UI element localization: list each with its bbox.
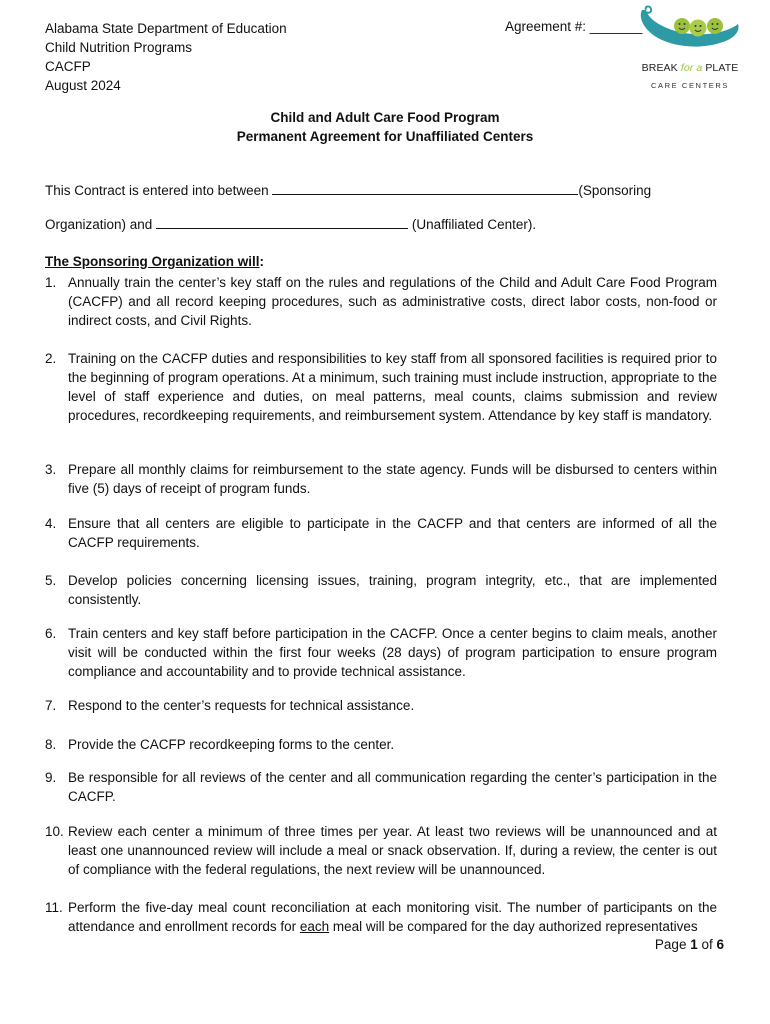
item-text: Train centers and key staff before participation in the CACFP. Once a center begins to claim meals, another visit will be conducted within the first four weeks (28 days) of program participation to ensure program compliance and accountability and to provide technical assistance. — [68, 626, 717, 679]
page-total: 6 — [716, 937, 724, 952]
header-line-department: Alabama State Department of Education — [45, 21, 287, 36]
list-item — [45, 822, 717, 879]
header-line-cacfp: CACFP — [45, 59, 91, 74]
item-text: Review each center a minimum of three times per year. At least two reviews will be unannounced and at least one unannounced review will include a meal or snack observation. If, during a review, the center is out of compliance with the federal regulations, the next review will be unannounced. — [68, 824, 717, 877]
logo-wordmark — [636, 62, 744, 74]
item-text: Respond to the center’s requests for technical assistance. — [68, 698, 415, 713]
document-title: Child and Adult Care Food Program — [270, 110, 500, 125]
item-text: Annually train the center’s key staff on the rules and regulations of the Child and Adult Care Food Program (CACFP) and all record keeping procedures, such as administrative costs, direct labor costs, non-food or indirect costs, and Civil Rights. — [68, 275, 717, 328]
logo-word-for-a: for a — [680, 62, 703, 74]
item-number: 4. — [45, 516, 57, 531]
contract-line-sponsor — [45, 182, 651, 198]
logo-word-break: BREAK — [641, 62, 681, 74]
item-text-emphasis: each — [299, 919, 330, 934]
item-text-part: Perform the five-day meal count reconciliation at each monitoring visit. The number of participants on the attendance and enrollment records for — [68, 900, 717, 934]
item-text: Provide the CACFP recordkeeping forms to the center. — [68, 737, 395, 752]
logo-subtitle: CARE CENTERS — [651, 81, 729, 90]
item-number: 8. — [45, 737, 57, 752]
agreement-number-field: Agreement #: _______ — [505, 19, 643, 34]
item-number: 2. — [45, 351, 57, 366]
document-subtitle: Permanent Agreement for Unaffiliated Centers — [236, 129, 534, 144]
break-for-a-plate-logo — [636, 4, 744, 94]
item-number: 1. — [45, 275, 57, 290]
item-text-part: meal will be compared for the day authorized representatives — [329, 919, 698, 934]
list-item — [45, 460, 717, 498]
list-item — [45, 273, 717, 330]
list-item — [45, 571, 717, 609]
item-text: Training on the CACFP duties and responsibilities to key staff from all sponsored facilities is required prior to the beginning of program operations. At a minimum, such training must include instruction, appropriate to the level of staff experience and duties, on meal patterns, meal counts, claims submission and review procedures, recordkeeping requirements, and reimbursement system. Attendance by key staff is mandatory. — [68, 351, 717, 423]
item-text: Be responsible for all reviews of the center and all communication regarding the center’s participation in the CACFP. — [68, 770, 717, 804]
section-heading — [45, 254, 264, 269]
list-item — [45, 514, 717, 552]
page-label: Page — [654, 937, 691, 952]
contract-text: Organization) and — [45, 217, 153, 232]
item-number: 6. — [45, 626, 57, 641]
section-heading-colon: : — [259, 254, 265, 269]
unaffiliated-center-blank[interactable] — [156, 216, 408, 229]
item-number: 11. — [45, 900, 63, 915]
list-item — [45, 624, 717, 681]
list-item — [45, 898, 717, 936]
list-item — [45, 735, 717, 754]
pea-pod-icon — [636, 4, 744, 62]
item-number: 9. — [45, 770, 57, 785]
logo-word-plate: PLATE — [702, 62, 739, 74]
item-number: 7. — [45, 698, 57, 713]
list-item — [45, 696, 717, 715]
contract-text: This Contract is entered into between — [45, 183, 269, 198]
sponsoring-organization-blank[interactable] — [272, 182, 578, 195]
item-number: 10. — [45, 824, 64, 839]
header-line-date: August 2024 — [45, 78, 121, 93]
item-number: 3. — [45, 462, 57, 477]
contract-text: (Unaffiliated Center). — [411, 217, 537, 232]
item-text: Develop policies concerning licensing issues, training, program integrity, etc., that are implemented consistently. — [68, 573, 717, 607]
section-heading-text: The Sponsoring Organization will — [45, 254, 260, 269]
contract-line-center — [45, 216, 536, 232]
page-current: 1 — [690, 937, 698, 952]
header-line-program: Child Nutrition Programs — [45, 40, 193, 55]
page-number — [655, 937, 724, 952]
header-agency-block — [45, 19, 287, 95]
contract-text: (Sponsoring — [578, 183, 652, 198]
item-text — [68, 898, 717, 936]
list-item — [45, 768, 717, 806]
item-text: Ensure that all centers are eligible to participate in the CACFP and that centers are informed of all the CACFP requirements. — [68, 516, 717, 550]
page-of-label: of — [697, 937, 717, 952]
item-text: Prepare all monthly claims for reimbursement to the state agency. Funds will be disbursed to centers within five (5) days of receipt of program funds. — [68, 462, 717, 496]
item-number: 5. — [45, 573, 57, 588]
list-item — [45, 349, 717, 425]
